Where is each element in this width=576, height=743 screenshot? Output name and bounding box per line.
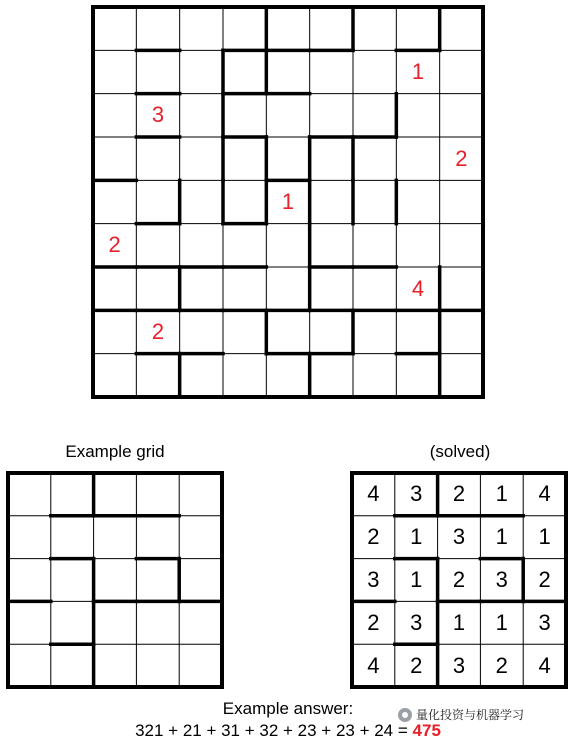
- solved-cell-value: 1: [495, 481, 508, 507]
- solved-cell-value: 4: [367, 481, 380, 507]
- grid-lines: [8, 473, 222, 687]
- main-puzzle-grid: [93, 7, 483, 397]
- example-grid: [8, 473, 222, 687]
- given-clue: 1: [411, 58, 425, 84]
- wechat-icon: [398, 708, 412, 722]
- solved-cell-value: 2: [410, 652, 423, 678]
- watermark: [398, 706, 524, 723]
- solved-cell-value: 1: [495, 609, 508, 635]
- solved-cell-value: 3: [367, 566, 380, 592]
- solved-grid: [352, 473, 566, 687]
- solved-cell-value: 4: [538, 481, 551, 507]
- solved-cell-value: 3: [410, 481, 423, 507]
- example-answer-total: 475: [412, 721, 441, 740]
- solved-cell-value: 3: [410, 609, 423, 635]
- given-clue: 1: [281, 188, 295, 214]
- solved-cell-value: 2: [367, 524, 380, 550]
- solved-cell-value: 2: [452, 481, 466, 507]
- example-grid-title: Example grid: [65, 442, 165, 461]
- given-clue: 2: [151, 318, 165, 344]
- solved-cell-value: 1: [538, 524, 551, 550]
- watermark-text: 量化投资与机器学习: [416, 708, 525, 722]
- solved-cell-value: 3: [538, 609, 551, 635]
- solved-grid-title: (solved): [429, 442, 491, 461]
- solved-cell-value: 3: [452, 652, 466, 678]
- solved-cell-value: 2: [495, 652, 508, 678]
- solved-cell-value: 3: [495, 566, 508, 592]
- grid-border: [8, 473, 222, 687]
- given-clue: 2: [455, 145, 468, 171]
- solved-cell-value: 1: [410, 566, 423, 592]
- solved-cell-value: 1: [495, 524, 508, 550]
- given-clue: 4: [411, 275, 425, 301]
- solved-cell-value: 4: [367, 652, 380, 678]
- solved-cell-value: 4: [538, 652, 551, 678]
- solved-cell-value: 2: [452, 566, 466, 592]
- example-answer-equation: 321 + 21 + 31 + 32 + 23 + 23 + 24 =: [135, 721, 408, 740]
- solved-cell-value: 2: [538, 566, 551, 592]
- example-answer-label: Example answer:: [222, 699, 354, 718]
- solved-cell-value: 2: [367, 609, 380, 635]
- given-clue: 2: [108, 232, 121, 258]
- example-answer-equation-line: [0, 721, 576, 741]
- solved-cell-value: 1: [452, 609, 466, 635]
- given-clue: 3: [151, 102, 165, 128]
- solved-cell-value: 1: [410, 524, 423, 550]
- solved-cell-value: 3: [452, 524, 466, 550]
